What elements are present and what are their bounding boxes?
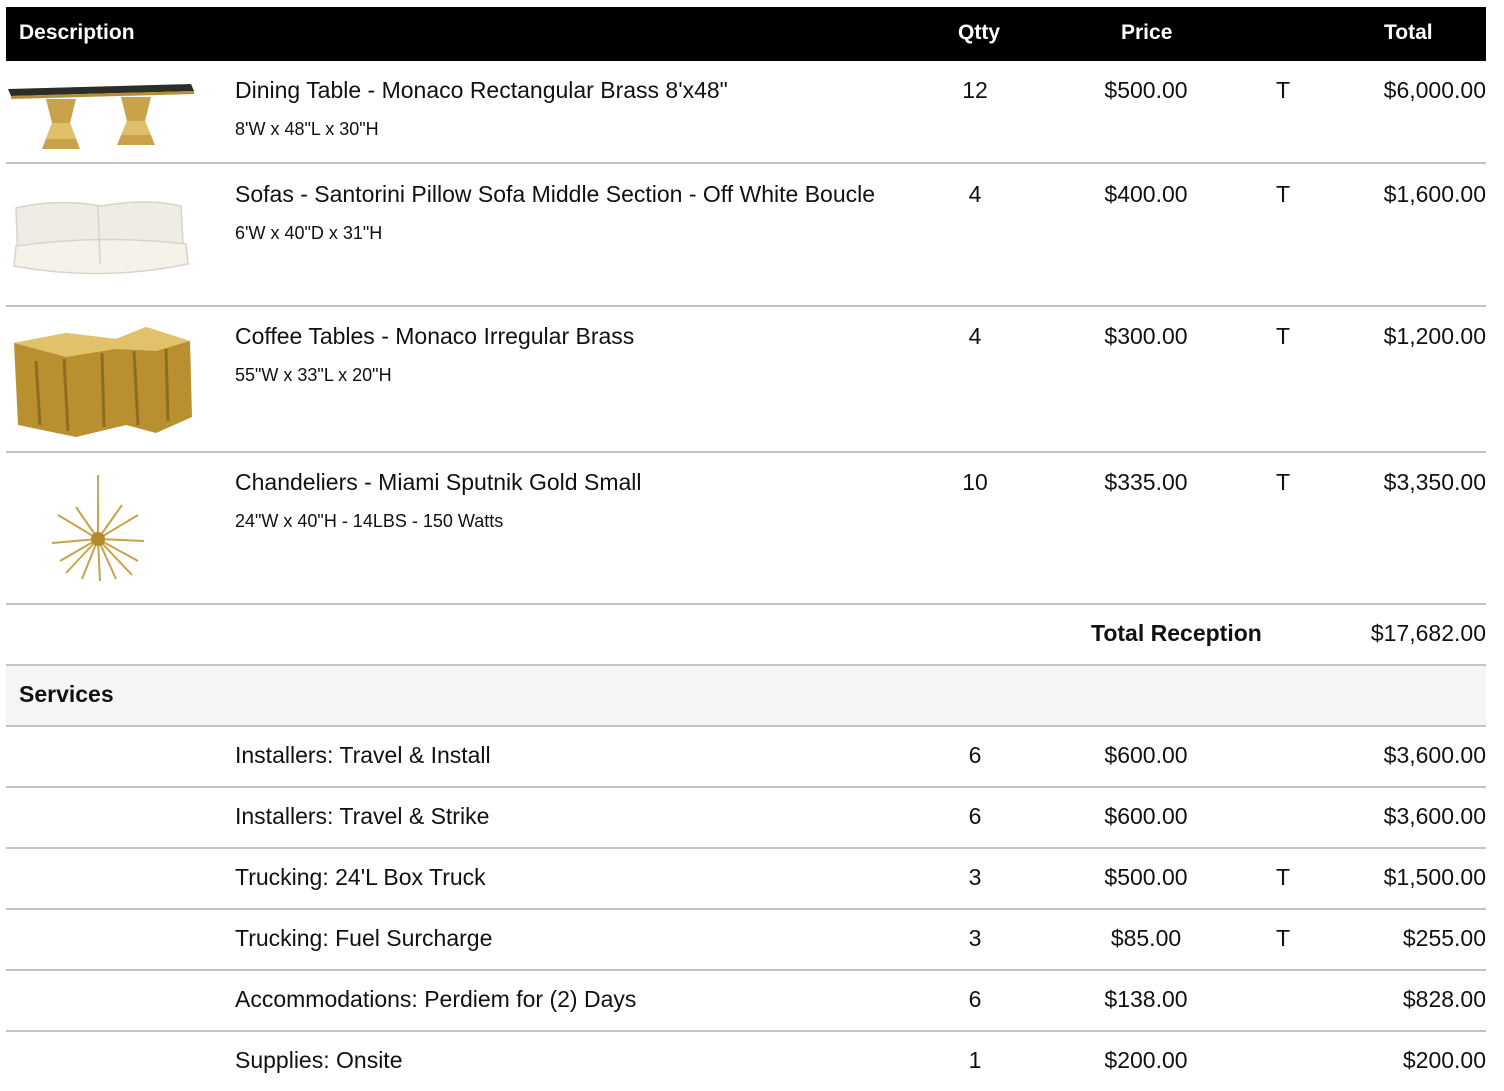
product-total: $3,350.00 (1383, 469, 1486, 495)
product-name: Sofas - Santorini Pillow Sofa Middle Section - Off White Boucle (235, 181, 876, 207)
header-qty: Qtty (958, 21, 1000, 44)
chandelier-image (6, 473, 196, 593)
service-qty: 3 (968, 925, 982, 951)
product-row (6, 453, 1486, 605)
dining-table-image (6, 75, 196, 155)
product-dimensions: 6'W x 40"D x 31"H (235, 223, 383, 243)
product-dimensions: 55"W x 33"L x 20"H (235, 365, 392, 385)
service-row (6, 788, 1486, 849)
service-total: $200.00 (1402, 1047, 1486, 1073)
service-tax-flag: T (1275, 864, 1291, 890)
product-price: $300.00 (1104, 323, 1188, 349)
sofa-image (6, 190, 196, 290)
product-price: $335.00 (1104, 469, 1188, 495)
product-name: Coffee Tables - Monaco Irregular Brass (235, 323, 635, 349)
service-qty: 3 (968, 864, 982, 890)
product-qty: 10 (962, 469, 988, 495)
table-header (6, 7, 1486, 61)
service-name: Trucking: Fuel Surcharge (235, 925, 493, 951)
product-tax-flag: T (1275, 323, 1291, 349)
service-row (6, 849, 1486, 910)
services-title: Services (19, 681, 114, 707)
product-row (6, 61, 1486, 164)
service-price: $500.00 (1104, 864, 1188, 890)
service-qty: 1 (968, 1047, 982, 1073)
product-tax-flag: T (1275, 469, 1291, 495)
service-total: $3,600.00 (1383, 742, 1486, 768)
header-description: Description (19, 21, 135, 44)
service-price: $600.00 (1104, 803, 1188, 829)
service-total: $1,500.00 (1383, 864, 1486, 890)
service-name: Installers: Travel & Strike (235, 803, 490, 829)
services-section-header (6, 666, 1486, 727)
service-price: $600.00 (1104, 742, 1188, 768)
service-qty: 6 (968, 803, 982, 829)
service-qty: 6 (968, 742, 982, 768)
service-row (6, 910, 1486, 971)
product-name: Dining Table - Monaco Rectangular Brass 8'x48" (235, 77, 728, 103)
product-dimensions: 8'W x 48"L x 30"H (235, 119, 379, 139)
product-total: $1,200.00 (1383, 323, 1486, 349)
header-total: Total (1384, 21, 1433, 44)
service-row (6, 1032, 1486, 1091)
product-total: $1,600.00 (1383, 181, 1486, 207)
product-total: $6,000.00 (1383, 77, 1486, 103)
product-description (235, 320, 915, 386)
header-price: Price (1121, 21, 1173, 44)
product-name: Chandeliers - Miami Sputnik Gold Small (235, 469, 642, 495)
coffee-table-image (6, 321, 196, 443)
subtotal-value: $17,682.00 (1370, 620, 1486, 646)
product-tax-flag: T (1275, 77, 1291, 103)
product-dimensions: 24"W x 40"H - 14LBS - 150 Watts (235, 511, 504, 531)
subtotal-label: Total Reception (1091, 620, 1262, 646)
service-row (6, 971, 1486, 1032)
service-name: Supplies: Onsite (235, 1047, 403, 1073)
service-total: $3,600.00 (1383, 803, 1486, 829)
service-total: $255.00 (1402, 925, 1486, 951)
product-description (235, 466, 915, 532)
service-price: $85.00 (1110, 925, 1182, 951)
service-name: Installers: Travel & Install (235, 742, 491, 768)
product-qty: 4 (968, 181, 982, 207)
service-qty: 6 (968, 986, 982, 1012)
service-tax-flag: T (1275, 925, 1291, 951)
product-qty: 12 (962, 77, 988, 103)
product-price: $400.00 (1104, 181, 1188, 207)
product-row (6, 307, 1486, 453)
service-row (6, 727, 1486, 788)
service-name: Trucking: 24'L Box Truck (235, 864, 486, 890)
service-price: $138.00 (1104, 986, 1188, 1012)
quote-table (6, 7, 1486, 1091)
service-total: $828.00 (1402, 986, 1486, 1012)
subtotal-row (6, 605, 1486, 666)
service-price: $200.00 (1104, 1047, 1188, 1073)
product-tax-flag: T (1275, 181, 1291, 207)
product-description (235, 178, 915, 244)
product-row (6, 164, 1486, 307)
service-name: Accommodations: Perdiem for (2) Days (235, 986, 637, 1012)
product-description (235, 74, 915, 140)
product-qty: 4 (968, 323, 982, 349)
product-price: $500.00 (1104, 77, 1188, 103)
